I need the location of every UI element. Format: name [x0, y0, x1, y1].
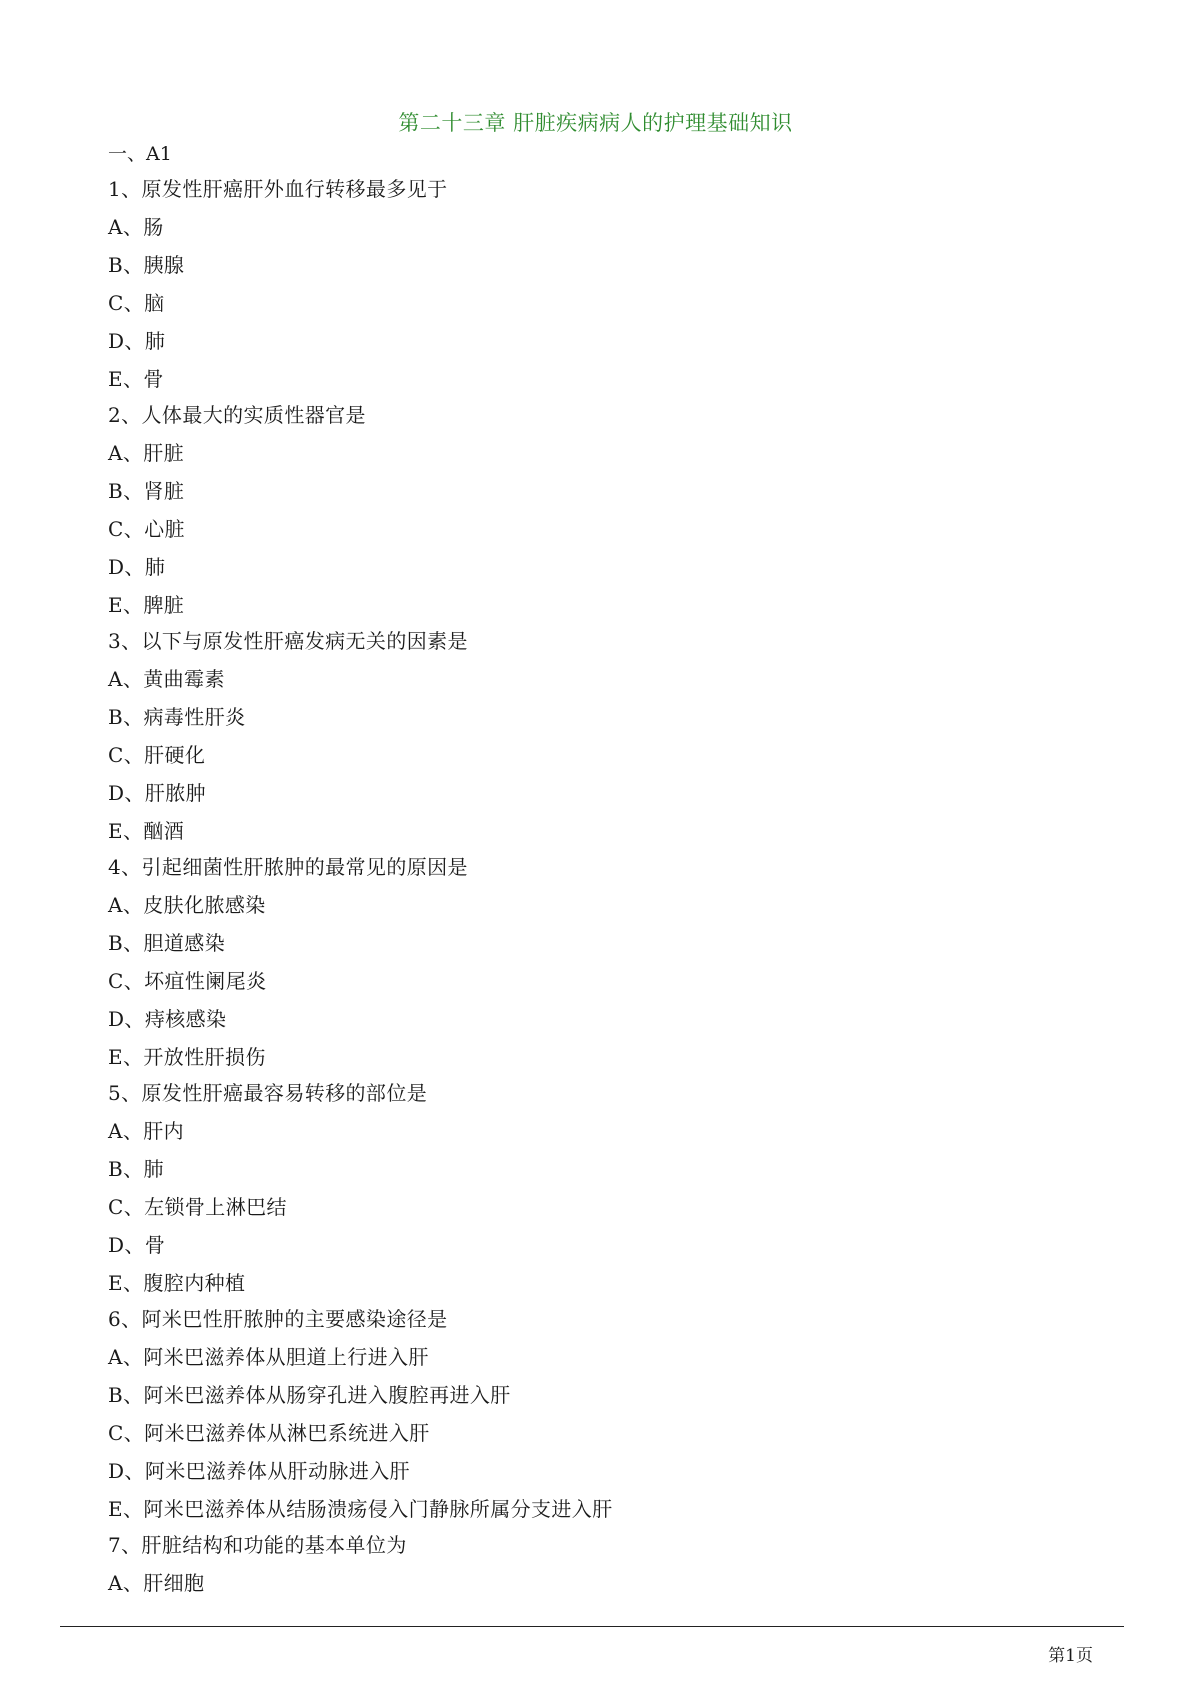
- answer-option: B、阿米巴滋养体从肠穿孔进入腹腔再进入肝: [108, 1383, 511, 1407]
- question-list: [108, 143, 1088, 1595]
- question-stem: 4、引起细菌性肝脓肿的最常见的原因是: [108, 855, 468, 879]
- answer-option: E、骨: [108, 367, 164, 391]
- answer-option: C、脑: [108, 291, 165, 315]
- answer-option: E、酗酒: [108, 819, 185, 843]
- answer-option: C、阿米巴滋养体从淋巴系统进入肝: [108, 1421, 430, 1445]
- questions-container: [108, 177, 1088, 1595]
- question-stem: 2、人体最大的实质性器官是: [108, 403, 366, 427]
- answer-option: D、肝脓肿: [108, 781, 207, 805]
- answer-option: A、黄曲霉素: [108, 667, 225, 691]
- page-number: 第1页: [1048, 1646, 1093, 1666]
- answer-option: D、骨: [108, 1233, 166, 1257]
- question-stem: 5、原发性肝癌最容易转移的部位是: [108, 1081, 428, 1105]
- question-stem: 7、肝脏结构和功能的基本单位为: [108, 1533, 407, 1557]
- answer-option: A、肝内: [108, 1119, 185, 1143]
- answer-option: E、脾脏: [108, 593, 185, 617]
- answer-option: D、肺: [108, 329, 166, 353]
- answer-option: E、腹腔内种植: [108, 1271, 246, 1295]
- answer-option: C、肝硬化: [108, 743, 206, 767]
- answer-option: D、肺: [108, 555, 166, 579]
- answer-option: C、坏疽性阑尾炎: [108, 969, 267, 993]
- question-stem: 3、以下与原发性肝癌发病无关的因素是: [108, 629, 468, 653]
- answer-option: E、开放性肝损伤: [108, 1045, 266, 1069]
- question-stem: 1、原发性肝癌肝外血行转移最多见于: [108, 177, 448, 201]
- answer-option: B、胆道感染: [108, 931, 226, 955]
- answer-option: D、痔核感染: [108, 1007, 227, 1031]
- section-label: 一、A1: [108, 143, 172, 165]
- answer-option: A、肝脏: [108, 441, 185, 465]
- answer-option: A、皮肤化脓感染: [108, 893, 266, 917]
- answer-option: C、心脏: [108, 517, 185, 541]
- answer-option: B、肾脏: [108, 479, 185, 503]
- answer-option: B、肺: [108, 1157, 164, 1181]
- chapter-title: 第二十三章 肝脏疾病病人的护理基础知识: [398, 111, 793, 135]
- answer-option: C、左锁骨上淋巴结: [108, 1195, 287, 1219]
- answer-option: A、肠: [108, 215, 164, 239]
- answer-option: B、胰腺: [108, 253, 185, 277]
- footer-divider: [60, 1626, 1124, 1627]
- answer-option: B、病毒性肝炎: [108, 705, 246, 729]
- answer-option: A、阿米巴滋养体从胆道上行进入肝: [108, 1345, 429, 1369]
- answer-option: D、阿米巴滋养体从肝动脉进入肝: [108, 1459, 411, 1483]
- answer-option: E、阿米巴滋养体从结肠溃疡侵入门静脉所属分支进入肝: [108, 1497, 613, 1521]
- answer-option: A、肝细胞: [108, 1571, 205, 1595]
- question-stem: 6、阿米巴性肝脓肿的主要感染途径是: [108, 1307, 448, 1331]
